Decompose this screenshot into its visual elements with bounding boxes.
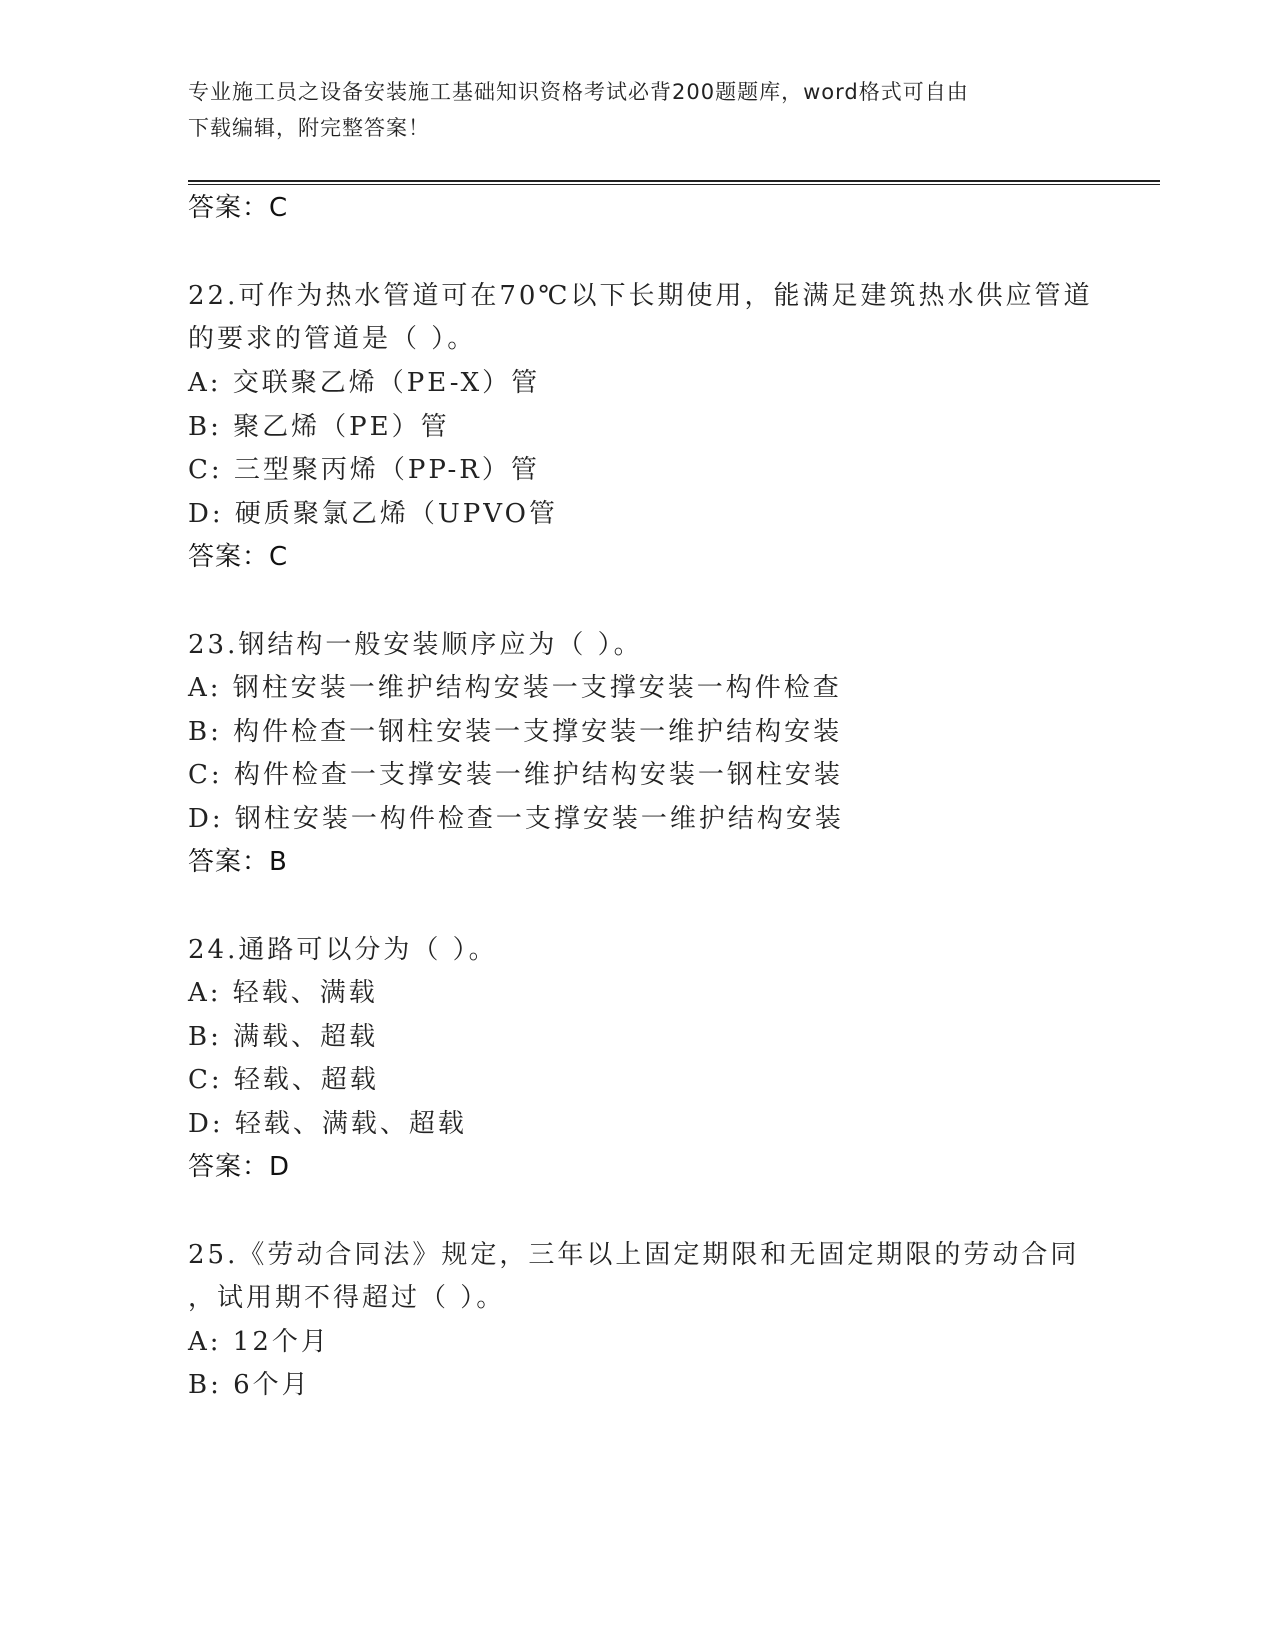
q23-option-d: D: 钢柱安装一构件检查一支撑安装一维护结构安装 xyxy=(188,804,844,834)
q23-stem-line-1: 23.钢结构一般安装顺序应为（ ）。 xyxy=(188,630,643,660)
q22-stem-line-2: 的要求的管道是（ ）。 xyxy=(188,324,477,354)
header-line-2: 下载编辑，附完整答案！ xyxy=(188,116,430,140)
q24-answer: 答案：D xyxy=(188,1152,291,1182)
q23-option-b: B: 构件检查一钢柱安装一支撑安装一维护结构安装 xyxy=(188,717,843,747)
q23-option-a: A: 钢柱安装一维护结构安装一支撑安装一构件检查 xyxy=(188,673,842,703)
q24-stem-line-1: 24.通路可以分为（ ）。 xyxy=(188,935,498,965)
q22-answer: 答案：C xyxy=(188,542,289,572)
q25-option-b: B: 6个月 xyxy=(188,1370,311,1400)
previous-answer: 答案：C xyxy=(188,193,289,223)
q25-stem-line-1: 25.《劳动合同法》规定，三年以上固定期限和无固定期限的劳动合同 xyxy=(188,1240,1080,1270)
header-divider-thick xyxy=(188,180,1160,182)
q24-option-d: D: 轻载、满载、超载 xyxy=(188,1109,467,1139)
q22-option-d: D: 硬质聚氯乙烯（UPVO管 xyxy=(188,499,558,529)
q22-option-a: A: 交联聚乙烯（PE-X）管 xyxy=(188,368,541,398)
q22-stem-line-1: 22.可作为热水管道可在70℃以下长期使用，能满足建筑热水供应管道 xyxy=(188,281,1093,311)
q25-stem-line-2: ，试用期不得超过（ ）。 xyxy=(188,1283,506,1313)
q22-option-c: C: 三型聚丙烯（PP-R）管 xyxy=(188,455,540,485)
q23-answer: 答案：B xyxy=(188,847,288,877)
q24-option-a: A: 轻载、满载 xyxy=(188,978,378,1008)
q22-option-b: B: 聚乙烯（PE）管 xyxy=(188,412,450,442)
q24-option-c: C: 轻载、超载 xyxy=(188,1065,379,1095)
q23-option-c: C: 构件检查一支撑安装一维护结构安装一钢柱安装 xyxy=(188,760,843,790)
header-divider-thin xyxy=(188,184,1160,185)
q24-option-b: B: 满载、超载 xyxy=(188,1022,379,1052)
document-header xyxy=(188,74,1088,146)
header-line-1: 专业施工员之设备安装施工基础知识资格考试必背200题题库，word格式可自由 xyxy=(188,80,969,104)
q25-option-a: A: 12个月 xyxy=(188,1327,330,1357)
